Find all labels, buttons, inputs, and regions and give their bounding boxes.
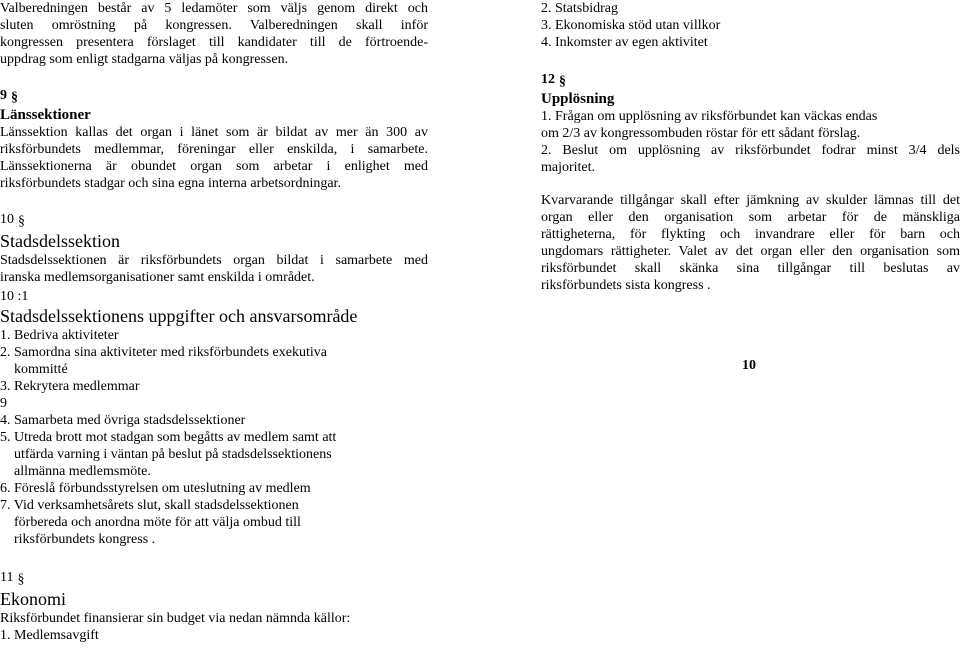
section-9-text: Länssektionerna är obundet organ som arbetar i enlighet med bbox=[0, 159, 428, 174]
section-sign-icon: § bbox=[17, 572, 25, 587]
list-item: 7. Vid verksamhetsårets slut, skall stadsdelssektionen bbox=[0, 498, 299, 513]
closing-text: riksförbundets sista kongress . bbox=[541, 278, 711, 293]
closing-text: ungdomars rättigheter. Valet av det organ eller den organisation som bbox=[541, 244, 960, 259]
list-item: 3. Ekonomiska stöd utan villkor bbox=[541, 18, 721, 33]
list-item: 5. Utreda brott mot stadgan som begåtts av medlem samt att bbox=[0, 430, 337, 445]
section-11-title: Ekonomi bbox=[0, 589, 66, 609]
list-item: majoritet. bbox=[541, 160, 596, 175]
section-10-text: Stadsdelssektionen är riksförbundets organ bildat i samarbete med bbox=[0, 253, 428, 268]
list-item: 2. Statsbidrag bbox=[541, 1, 618, 16]
section-11-text: Riksförbundet finansierar sin budget via nedan nämnda källor: bbox=[0, 611, 351, 626]
right-column bbox=[541, 0, 960, 294]
intro-line: uppdrag som enligt stadgarna väljas på kongressen. bbox=[0, 52, 289, 67]
list-item: förbereda och anordna möte för att välja ombud till bbox=[14, 515, 301, 530]
list-item: 6. Föreslå förbundsstyrelsen om uteslutning av medlem bbox=[0, 481, 311, 496]
section-10-1-number: 10 :1 bbox=[0, 289, 29, 304]
list-item: 1. Bedriva aktiviteter bbox=[0, 328, 119, 343]
section-9-text: riksförbundets medlemmar, föreningar eller enskilda, i samarbete. bbox=[0, 142, 428, 157]
section-9-text: Länssektion kallas det organ i länet som är bildat av mer än 300 av bbox=[0, 125, 428, 140]
section-10-1-title: Stadsdelssektionens uppgifter och ansvarsområde bbox=[0, 306, 358, 326]
page-number: 10 bbox=[742, 358, 756, 373]
section-sign-icon: § bbox=[559, 74, 566, 89]
list-item: allmänna medlemsmöte. bbox=[14, 464, 151, 479]
closing-text: rättigheterna, för flykting och invandrare eller för barn och bbox=[541, 227, 960, 242]
closing-text: organ eller den organisation som arbetar för de mänskliga bbox=[541, 210, 960, 225]
stray-number: 9 bbox=[0, 396, 7, 411]
closing-text: Kvarvarande tillgångar skall efter jämkning av skulder lämnas till det bbox=[541, 193, 960, 208]
section-9-title: Länssektioner bbox=[0, 107, 91, 123]
section-10-text: iranska medlemsorganisationer samt enskilda i området. bbox=[0, 270, 315, 285]
left-column bbox=[0, 0, 428, 644]
intro-line: sluten omröstning på kongressen. Valberedningen skall inför bbox=[0, 18, 428, 33]
list-item: 1. Medlemsavgift bbox=[0, 628, 99, 643]
section-11-number: 11 § bbox=[0, 570, 25, 587]
list-item: 1. Frågan om upplösning av riksförbundet kan väckas endas bbox=[541, 109, 878, 124]
intro-line: kongressen presentera förslaget till kandidater till de förtroende- bbox=[0, 35, 428, 50]
list-item: 2. Beslut om upplösning av riksförbundet fodrar minst 3/4 dels bbox=[541, 143, 960, 158]
list-item: 4. Samarbeta med övriga stadsdelssektioner bbox=[0, 413, 246, 428]
section-10-title: Stadsdelssektion bbox=[0, 231, 120, 251]
closing-text: riksförbundet skall skänka sina tillgångar till beslutas av bbox=[541, 261, 960, 276]
list-item: om 2/3 av kongressombuden röstar för ett sådant förslag. bbox=[541, 126, 861, 141]
section-12-title: Upplösning bbox=[541, 91, 615, 107]
section-12-number: 12 § bbox=[541, 72, 566, 89]
section-sign-icon: § bbox=[18, 214, 25, 229]
list-item: 3. Rekrytera medlemmar bbox=[0, 379, 140, 394]
list-item: riksförbundets kongress . bbox=[14, 532, 156, 547]
section-10-number: 10 § bbox=[0, 212, 25, 229]
list-item: 4. Inkomster av egen aktivitet bbox=[541, 35, 708, 50]
intro-line: Valberedningen består av 5 ledamöter som väljs genom direkt och bbox=[0, 1, 428, 16]
section-9-text: riksförbundets stadgar och sina egna interna arbetsordningar. bbox=[0, 176, 341, 191]
list-item: 2. Samordna sina aktiviteter med riksförbundets exekutiva bbox=[0, 345, 327, 360]
section-sign-icon: § bbox=[11, 90, 18, 105]
list-item: kommitté bbox=[14, 362, 68, 377]
list-item: utfärda varning i väntan på beslut på stadsdelssektionens bbox=[14, 447, 332, 462]
section-9-number: 9 § bbox=[0, 88, 18, 105]
